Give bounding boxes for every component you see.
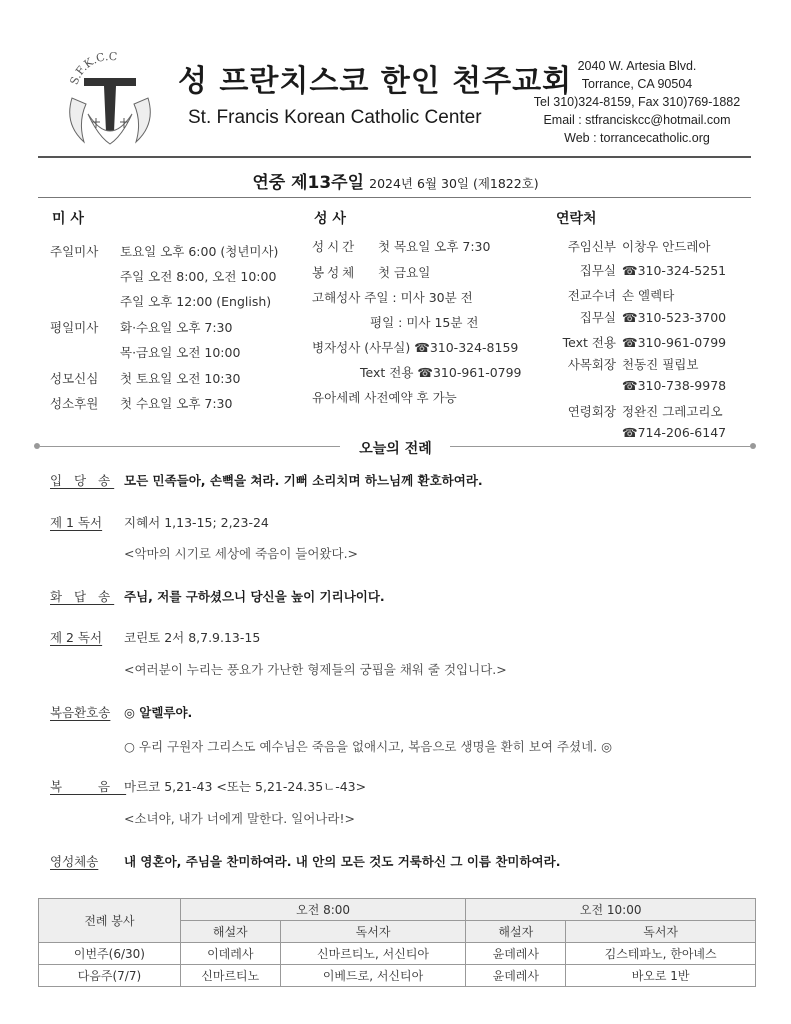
lector-cell: 신마르티노, 서신티아 <box>280 943 466 965</box>
service-table <box>38 898 756 987</box>
entrance-label: 입 당 송 <box>50 473 115 488</box>
contact-row: 전교수녀 손 엘렉타 <box>567 288 675 303</box>
contact-row: ☎310-738-9978 <box>622 378 727 393</box>
sacrament-row: 유아세례 사전예약 후 가능 <box>312 390 457 405</box>
communion-text: 내 영혼아, 주님을 찬미하여라. 내 안의 모든 것도 거룩하신 그 이름 찬미하여라. <box>124 854 561 869</box>
mass1-header: 오전 8:00 <box>180 899 466 921</box>
sacraments-heading: 성 사 <box>314 211 346 227</box>
lector-cell: 바오로 1반 <box>566 965 756 987</box>
mass2-header: 오전 10:00 <box>466 899 756 921</box>
logo-text: S.F.K.C.C <box>67 49 118 87</box>
reading1-sub: <악마의 시기로 세상에 죽음이 들어왔다.> <box>124 546 359 561</box>
sunday-divider <box>38 197 751 198</box>
sacrament-row: Text 전용 ☎310-961-0799 <box>360 365 522 380</box>
commentator-header: 해설자 <box>466 921 566 943</box>
lector-cell: 김스테파노, 한아녜스 <box>566 943 756 965</box>
service-title: 전례 봉사 <box>39 899 181 943</box>
sacrament-row: 봉성체 첫 금요일 <box>312 265 431 280</box>
address-line: 2040 W. Artesia Blvd. <box>577 59 697 73</box>
church-title-english: St. Francis Korean Catholic Center <box>188 107 482 128</box>
gospel-label: 복 음 <box>50 779 127 794</box>
mass-row: 평일미사 화·수요일 오후 7:30 <box>50 320 233 335</box>
contact-row: ☎714-206-6147 <box>622 425 727 440</box>
church-contact-info <box>528 57 746 147</box>
commentator-cell: 이데레사 <box>180 943 280 965</box>
sunday-date: 2024년 6월 30일 (제1822호) <box>369 176 539 191</box>
lector-cell: 이베드로, 서신티아 <box>280 965 466 987</box>
contact-row: 사목회장 천동진 필립보 <box>567 357 699 372</box>
entrance-text: 모든 민족들아, 손뼉을 쳐라. 기뻐 소리치며 하느님께 환호하여라. <box>124 473 483 488</box>
church-logo <box>62 44 158 152</box>
mass-row: 목·금요일 오전 10:00 <box>120 345 241 360</box>
acclamation-label: 복음환호송 <box>50 705 111 720</box>
commentator-cell: 신마르티노 <box>180 965 280 987</box>
mass-row: 주일미사 토요일 오후 6:00 (청년미사) <box>50 244 279 259</box>
lector-header: 독서자 <box>566 921 756 943</box>
table-row <box>39 943 756 965</box>
psalm-text: 주님, 저를 구하셨으니 당신을 높이 기리나이다. <box>124 589 385 604</box>
contacts-heading: 연락처 <box>556 211 597 227</box>
week-cell: 이번주(6/30) <box>39 943 181 965</box>
reading1-label: 제 1 독서 <box>50 515 103 530</box>
sunday-heading <box>0 168 791 193</box>
email-line: Email : stfranciskcc@hotmail.com <box>543 113 731 127</box>
phone-fax-line: Tel 310)324-8159, Fax 310)769-1882 <box>533 95 741 109</box>
header-divider <box>38 156 751 158</box>
commentator-header: 해설자 <box>180 921 280 943</box>
commentator-cell: 윤데레사 <box>466 943 566 965</box>
lector-header: 독서자 <box>280 921 466 943</box>
contact-row: 연령회장 정완진 그레고리오 <box>567 404 723 419</box>
liturgy-divider-right <box>450 446 750 447</box>
mass-heading: 미 사 <box>52 211 84 227</box>
gospel-sub: <소녀야, 내가 너에게 말한다. 일어나라!> <box>124 811 355 826</box>
acclamation-text: ◎ 알렐루야. <box>124 705 193 720</box>
mass-row: 주일 오후 12:00 (English) <box>120 294 272 309</box>
church-title-korean: 성 프란치스코 한인 천주교회 <box>178 64 573 99</box>
gospel-text: 마르코 5,21-43 <또는 5,21-24.35ㄴ-43> <box>124 779 367 794</box>
mass-row: 성소후원 첫 수요일 오후 7:30 <box>50 396 233 411</box>
contact-row: 집무실 ☎310-523-3700 <box>579 310 727 325</box>
sacrament-row: 고해성사 주일 : 미사 30분 전 <box>312 290 473 305</box>
divider-dot-right <box>750 443 756 449</box>
web-line: Web : torrancecatholic.org <box>564 131 710 145</box>
sunday-title: 연중 제13주일 <box>252 173 365 193</box>
sacrament-row: 평일 : 미사 15분 전 <box>370 315 479 330</box>
reading2-text: 코린토 2서 8,7.9.13-15 <box>124 630 261 645</box>
reading1-text: 지혜서 1,13-15; 2,23-24 <box>124 515 269 530</box>
reading2-label: 제 2 독서 <box>50 630 103 645</box>
contact-row: Text 전용 ☎310-961-0799 <box>562 335 727 350</box>
mass-row: 성모신심 첫 토요일 오전 10:30 <box>50 371 241 386</box>
contact-row: 주임신부 이창우 안드레아 <box>567 239 711 254</box>
week-cell: 다음주(7/7) <box>39 965 181 987</box>
psalm-label: 화 답 송 <box>50 589 115 604</box>
liturgy-title: 오늘의 전례 <box>359 441 432 457</box>
contact-row: 집무실 ☎310-324-5251 <box>579 263 727 278</box>
communion-label: 영성체송 <box>50 854 99 869</box>
city-line: Torrance, CA 90504 <box>581 77 693 91</box>
commentator-cell: 윤데레사 <box>466 965 566 987</box>
acclamation-verse: ○ 우리 구원자 그리스도 예수님은 죽음을 없애시고, 복음으로 생명을 환히 보여 주셨네. ◎ <box>124 739 612 754</box>
sacrament-row: 성시간 첫 목요일 오후 7:30 <box>312 239 491 254</box>
mass-row: 주일 오전 8:00, 오전 10:00 <box>120 269 277 284</box>
table-row <box>39 965 756 987</box>
reading2-sub: <여러분이 누리는 풍요가 가난한 형제들의 궁핍을 채워 줄 것입니다.> <box>124 662 507 677</box>
sacrament-row: 병자성사 (사무실) ☎310-324-8159 <box>312 340 519 355</box>
